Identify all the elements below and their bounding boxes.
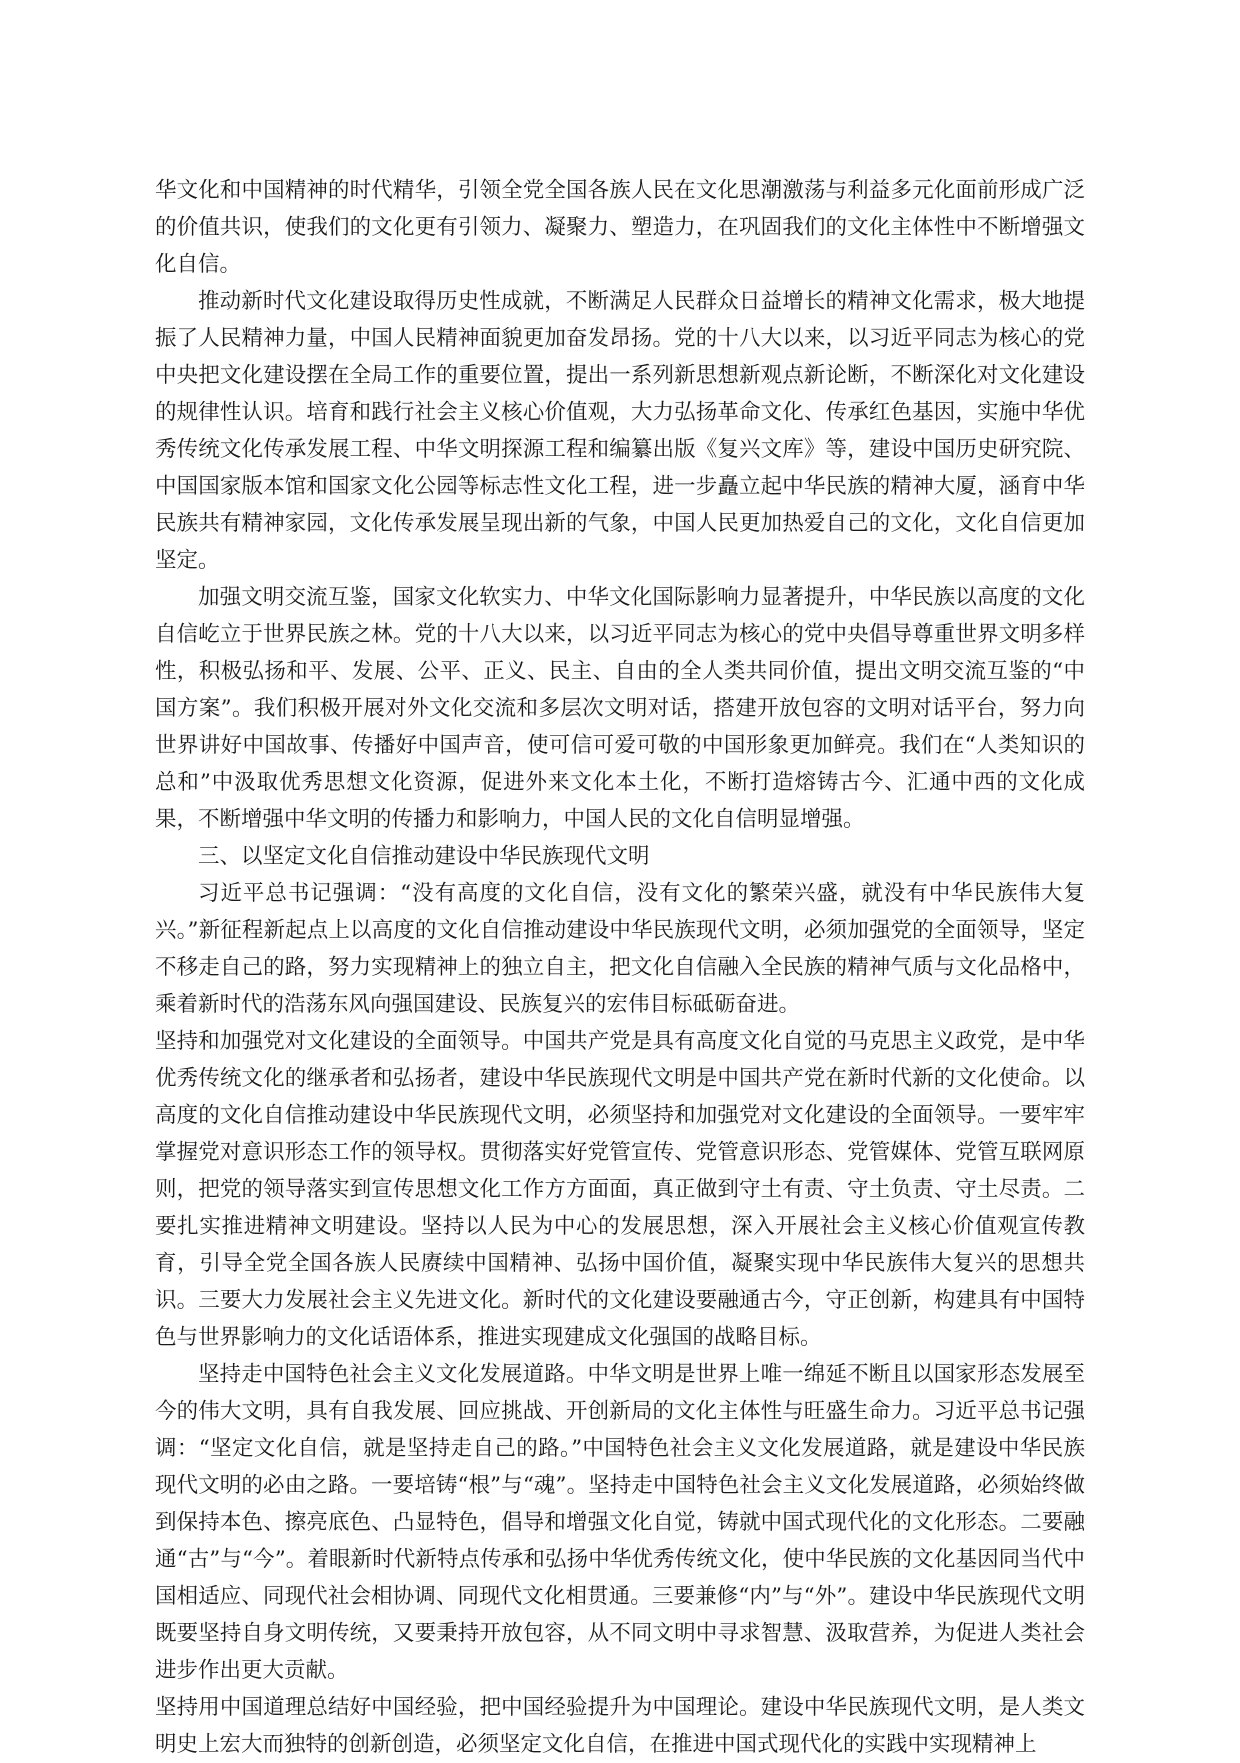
paragraph-5: 坚持和加强党对文化建设的全面领导。中国共产党是具有高度文化自觉的马克思主义政党，是中华优秀传统文化的继承者和弘扬者，建设中华民族现代文明是中国共产党在新时代新的文化使命。以高度的文化自信推动建设中华民族现代文明，必须坚持和加强党对文化建设的全面领导。一要牢牢掌握党对意识形态工作的领导权。贯彻落实好党管宣传、党管意识形态、党管媒体、党管互联网原则，把党的领导落实到宣传思想文化工作方方面面，真正做到守土有责、守土负责、守土尽责。二要扎实推进精神文明建设。坚持以人民为中心的发展思想，深入开展社会主义核心价值观宣传教育，引导全党全国各族人民赓续中国精神、弘扬中国价值，凝聚实现中华民族伟大复兴的思想共识。三要大力发展社会主义先进文化。新时代的文化建设要融通古今，守正创新，构建具有中国特色与世界影响力的文化话语体系，推进实现建成文化强国的战略目标。 <box>155 1029 1085 1350</box>
paragraph-2: 推动新时代文化建设取得历史性成就，不断满足人民群众日益增长的精神文化需求，极大地提振了人民精神力量，中国人民精神面貌更加奋发昂扬。党的十八大以来，以习近平同志为核心的党中央把文化建设摆在全局工作的重要位置，提出一系列新思想新观点新论断，不断深化对文化建设的规律性认识。培育和践行社会主义核心价值观，大力弘扬革命文化、传承红色基因，实施中华优秀传统文化传承发展工程、中华文明探源工程和编纂出版《复兴文库》等，建设中国历史研究院、中国国家版本馆和国家文化公园等标志性文化工程，进一步矗立起中华民族的精神大厦，涵育中华民族共有精神家园，文化传承发展呈现出新的气象，中国人民更加热爱自己的文化，文化自信更加坚定。 <box>155 289 1085 573</box>
paragraph-6: 坚持走中国特色社会主义文化发展道路。中华文明是世界上唯一绵延不断且以国家形态发展至今的伟大文明，具有自我发展、回应挑战、开创新局的文化主体性与旺盛生命力。习近平总书记强调：“坚定文化自信，就是坚持走自己的路。”中国特色社会主义文化发展道路，就是建设中华民族现代文明的必由之路。一要培铸“根”与“魂”。坚持走中国特色社会主义文化发展道路，必须始终做到保持本色、擦亮底色、凸显特色，倡导和增强文化自觉，铸就中国式现代化的文化形态。二要融通“古”与“今”。着眼新时代新特点传承和弘扬中华优秀传统文化，使中华民族的文化基因同当代中国相适应、同现代社会相协调、同现代文化相贯通。三要兼修“内”与“外”。建设中华民族现代文明既要坚持自身文明传统，又要秉持开放包容，从不同文明中寻求智慧、汲取营养，为促进人类社会进步作出更大贡献。 <box>155 1362 1085 1683</box>
paragraph-7: 坚持用中国道理总结好中国经验，把中国经验提升为中国理论。建设中华民族现代文明，是人类文明史上宏大而独特的创新创造，必须坚定文化自信，在推进中国式现代化的实践中实现精神上 <box>155 1695 1085 1757</box>
paragraph-1: 华文化和中国精神的时代精华，引领全党全国各族人民在文化思潮激荡与利益多元化面前形成广泛的价值共识，使我们的文化更有引领力、凝聚力、塑造力，在巩固我们的文化主体性中不断增强文化自信。 <box>155 178 1085 277</box>
document-page <box>155 172 1085 1763</box>
paragraph-3: 加强文明交流互鉴，国家文化软实力、中华文化国际影响力显著提升，中华民族以高度的文化自信屹立于世界民族之林。党的十八大以来，以习近平同志为核心的党中央倡导尊重世界文明多样性，积极弘扬和平、发展、公平、正义、民主、自由的全人类共同价值，提出文明交流互鉴的“中国方案”。我们积极开展对外文化交流和多层次文明对话，搭建开放包容的文明对话平台，努力向世界讲好中国故事、传播好中国声音，使可信可爱可敬的中国形象更加鲜亮。我们在“人类知识的总和”中汲取优秀思想文化资源，促进外来文化本土化，不断打造熔铸古今、汇通中西的文化成果，不断增强中华文明的传播力和影响力，中国人民的文化自信明显增强。 <box>155 585 1085 832</box>
section-heading: 三、以坚定文化自信推动建设中华民族现代文明 <box>198 844 650 869</box>
paragraph-4: 习近平总书记强调：“没有高度的文化自信，没有文化的繁荣兴盛，就没有中华民族伟大复兴。”新征程新起点上以高度的文化自信推动建设中华民族现代文明，必须加强党的全面领导，坚定不移走自己的路，努力实现精神上的独立自主，把文化自信融入全民族的精神气质与文化品格中，乘着新时代的浩荡东风向强国建设、民族复兴的宏伟目标砥砺奋进。 <box>155 881 1085 1017</box>
